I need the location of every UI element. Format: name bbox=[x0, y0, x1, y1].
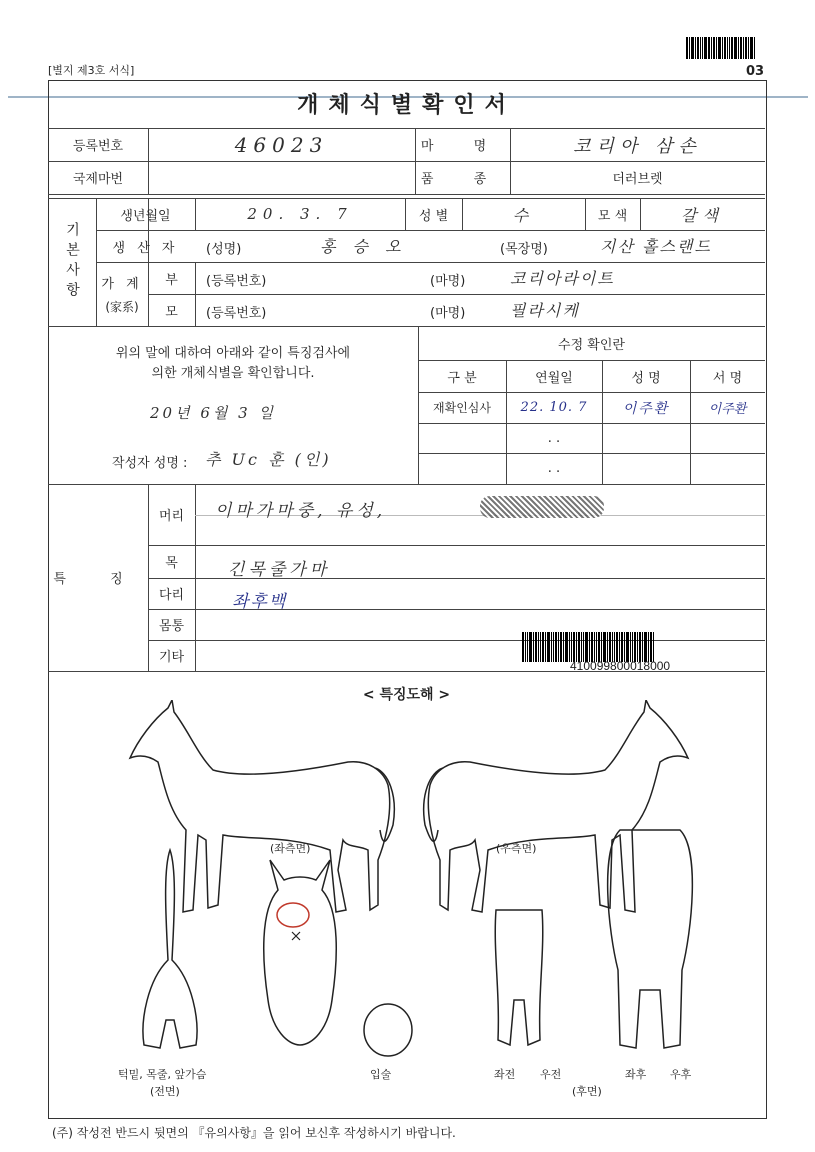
pedigree-label bbox=[96, 262, 148, 326]
sire-name-label: (마명) bbox=[430, 274, 466, 289]
neck-value: 긴목줄가마 bbox=[228, 560, 331, 580]
sire-reg-label: (등록번호) bbox=[206, 274, 267, 289]
front-left-caption: 좌전 bbox=[494, 1068, 516, 1081]
intl-no-label: 국제마번 bbox=[72, 172, 124, 187]
dam-name-value: 필라시케 bbox=[510, 301, 580, 320]
pedigree-hanja: (家系) bbox=[105, 300, 139, 314]
rear-label: (후면) bbox=[572, 1085, 602, 1098]
birth-label: 생년월일 bbox=[120, 208, 171, 224]
producer-label: 생 산 자 bbox=[112, 240, 179, 256]
barcode-number: 410099800018000 bbox=[570, 659, 671, 673]
dam-label: 모 bbox=[165, 304, 178, 320]
author-value: 추 Uc 훈 (인) bbox=[205, 450, 332, 469]
reg-no-label: 등록번호 bbox=[72, 139, 124, 154]
top-barcode bbox=[686, 37, 766, 59]
row1-sign: 이주환 bbox=[708, 402, 747, 417]
statement-line-1: 위의 말에 대하여 아래와 같이 특징검사에 bbox=[115, 346, 351, 361]
hind-left-caption: 좌후 bbox=[625, 1068, 647, 1081]
whorl-mark bbox=[292, 932, 300, 940]
color-value: 갈색 bbox=[681, 205, 724, 225]
body-label: 몸통 bbox=[158, 619, 185, 634]
page-title: 개체식별확인서 bbox=[297, 93, 516, 118]
right-side-horse-outline bbox=[424, 700, 688, 912]
dam-reg-label: (등록번호) bbox=[206, 306, 267, 321]
horse-name-value: 코리아 삼손 bbox=[573, 135, 702, 157]
row1-type: 재확인심사 bbox=[433, 401, 491, 415]
col-name: 성 명 bbox=[631, 370, 661, 386]
confirm-date: 20년 6월 3 일 bbox=[150, 404, 276, 422]
neck-label: 목 bbox=[165, 556, 178, 571]
reg-no-value: 46023 bbox=[234, 132, 329, 157]
birth-value: 20. 3. 7 bbox=[247, 205, 353, 223]
farm-value: 지산 홀스랜드 bbox=[600, 237, 712, 256]
sex-value: 수 bbox=[512, 205, 535, 225]
head-value: 이마가마중, 유성, bbox=[215, 501, 387, 521]
left-side-caption: (좌측면) bbox=[270, 842, 311, 855]
head-label: 머리 bbox=[158, 509, 185, 524]
author-label: 작성자 성명 : bbox=[112, 456, 188, 471]
front-legs-outline bbox=[495, 910, 543, 1045]
muzzle-outline bbox=[364, 1004, 412, 1056]
form-reference: [별지 제3호 서식] bbox=[48, 64, 135, 77]
dam-name-label: (마명) bbox=[430, 306, 466, 321]
rear-view-outline bbox=[608, 830, 693, 1048]
diagram-title: < 특징도해 > bbox=[362, 687, 451, 703]
sex-label: 성 별 bbox=[418, 208, 449, 224]
front-caption: 턱밑, 목줄, 앞가슴 bbox=[118, 1068, 207, 1081]
color-label: 모 색 bbox=[597, 208, 628, 224]
microchip-barcode bbox=[522, 632, 720, 662]
front-neck-outline bbox=[143, 850, 197, 1048]
col-sign: 서 명 bbox=[712, 370, 743, 386]
col-type: 구 분 bbox=[447, 370, 477, 386]
page-code: 03 bbox=[746, 64, 765, 79]
star-marking bbox=[277, 903, 309, 927]
producer-name-label: (성명) bbox=[206, 242, 242, 257]
legs-label: 다리 bbox=[158, 588, 185, 603]
farm-label: (목장명) bbox=[500, 242, 548, 257]
revision-title: 수정 확인란 bbox=[558, 337, 625, 353]
col-date: 연월일 bbox=[535, 370, 573, 386]
features-label: 특 징 bbox=[53, 572, 143, 587]
front-right-caption: 우전 bbox=[540, 1068, 562, 1081]
row2-date: . . bbox=[547, 430, 561, 446]
producer-name-value: 홍 승 오 bbox=[320, 237, 407, 256]
breed-value: 더러브렛 bbox=[612, 172, 663, 187]
muzzle-caption: 입술 bbox=[370, 1068, 392, 1081]
other-label: 기타 bbox=[158, 650, 185, 665]
legs-value: 좌후백 bbox=[232, 592, 288, 612]
pedigree-text: 가 계 bbox=[101, 277, 143, 292]
right-side-caption: (우측면) bbox=[496, 842, 537, 855]
sire-name-value: 코리아라이트 bbox=[510, 269, 615, 288]
statement-line-2: 의한 개체식별을 확인합니다. bbox=[151, 366, 315, 381]
basic-section-label bbox=[48, 198, 96, 326]
footer-notice: (주) 작성전 반드시 뒷면의 『유의사항』을 읽어 보신후 작성하시기 바랍니다. bbox=[52, 1126, 456, 1140]
head-front-outline bbox=[264, 860, 337, 1045]
sire-label: 부 bbox=[165, 272, 178, 288]
row1-date: 22. 10. 7 bbox=[520, 400, 588, 415]
row1-name: 이주환 bbox=[622, 400, 670, 417]
hind-right-caption: 우후 bbox=[670, 1068, 692, 1081]
scribble-redaction bbox=[480, 496, 604, 518]
breed-label: 품 종 bbox=[420, 172, 505, 187]
row3-date: . . bbox=[547, 461, 561, 476]
horse-diagram bbox=[48, 700, 765, 1090]
left-side-horse-outline bbox=[130, 700, 394, 912]
front-label: (전면) bbox=[150, 1085, 180, 1098]
horse-name-label: 마 명 bbox=[420, 139, 505, 154]
basic-section-text: 기본사항 bbox=[64, 222, 80, 302]
